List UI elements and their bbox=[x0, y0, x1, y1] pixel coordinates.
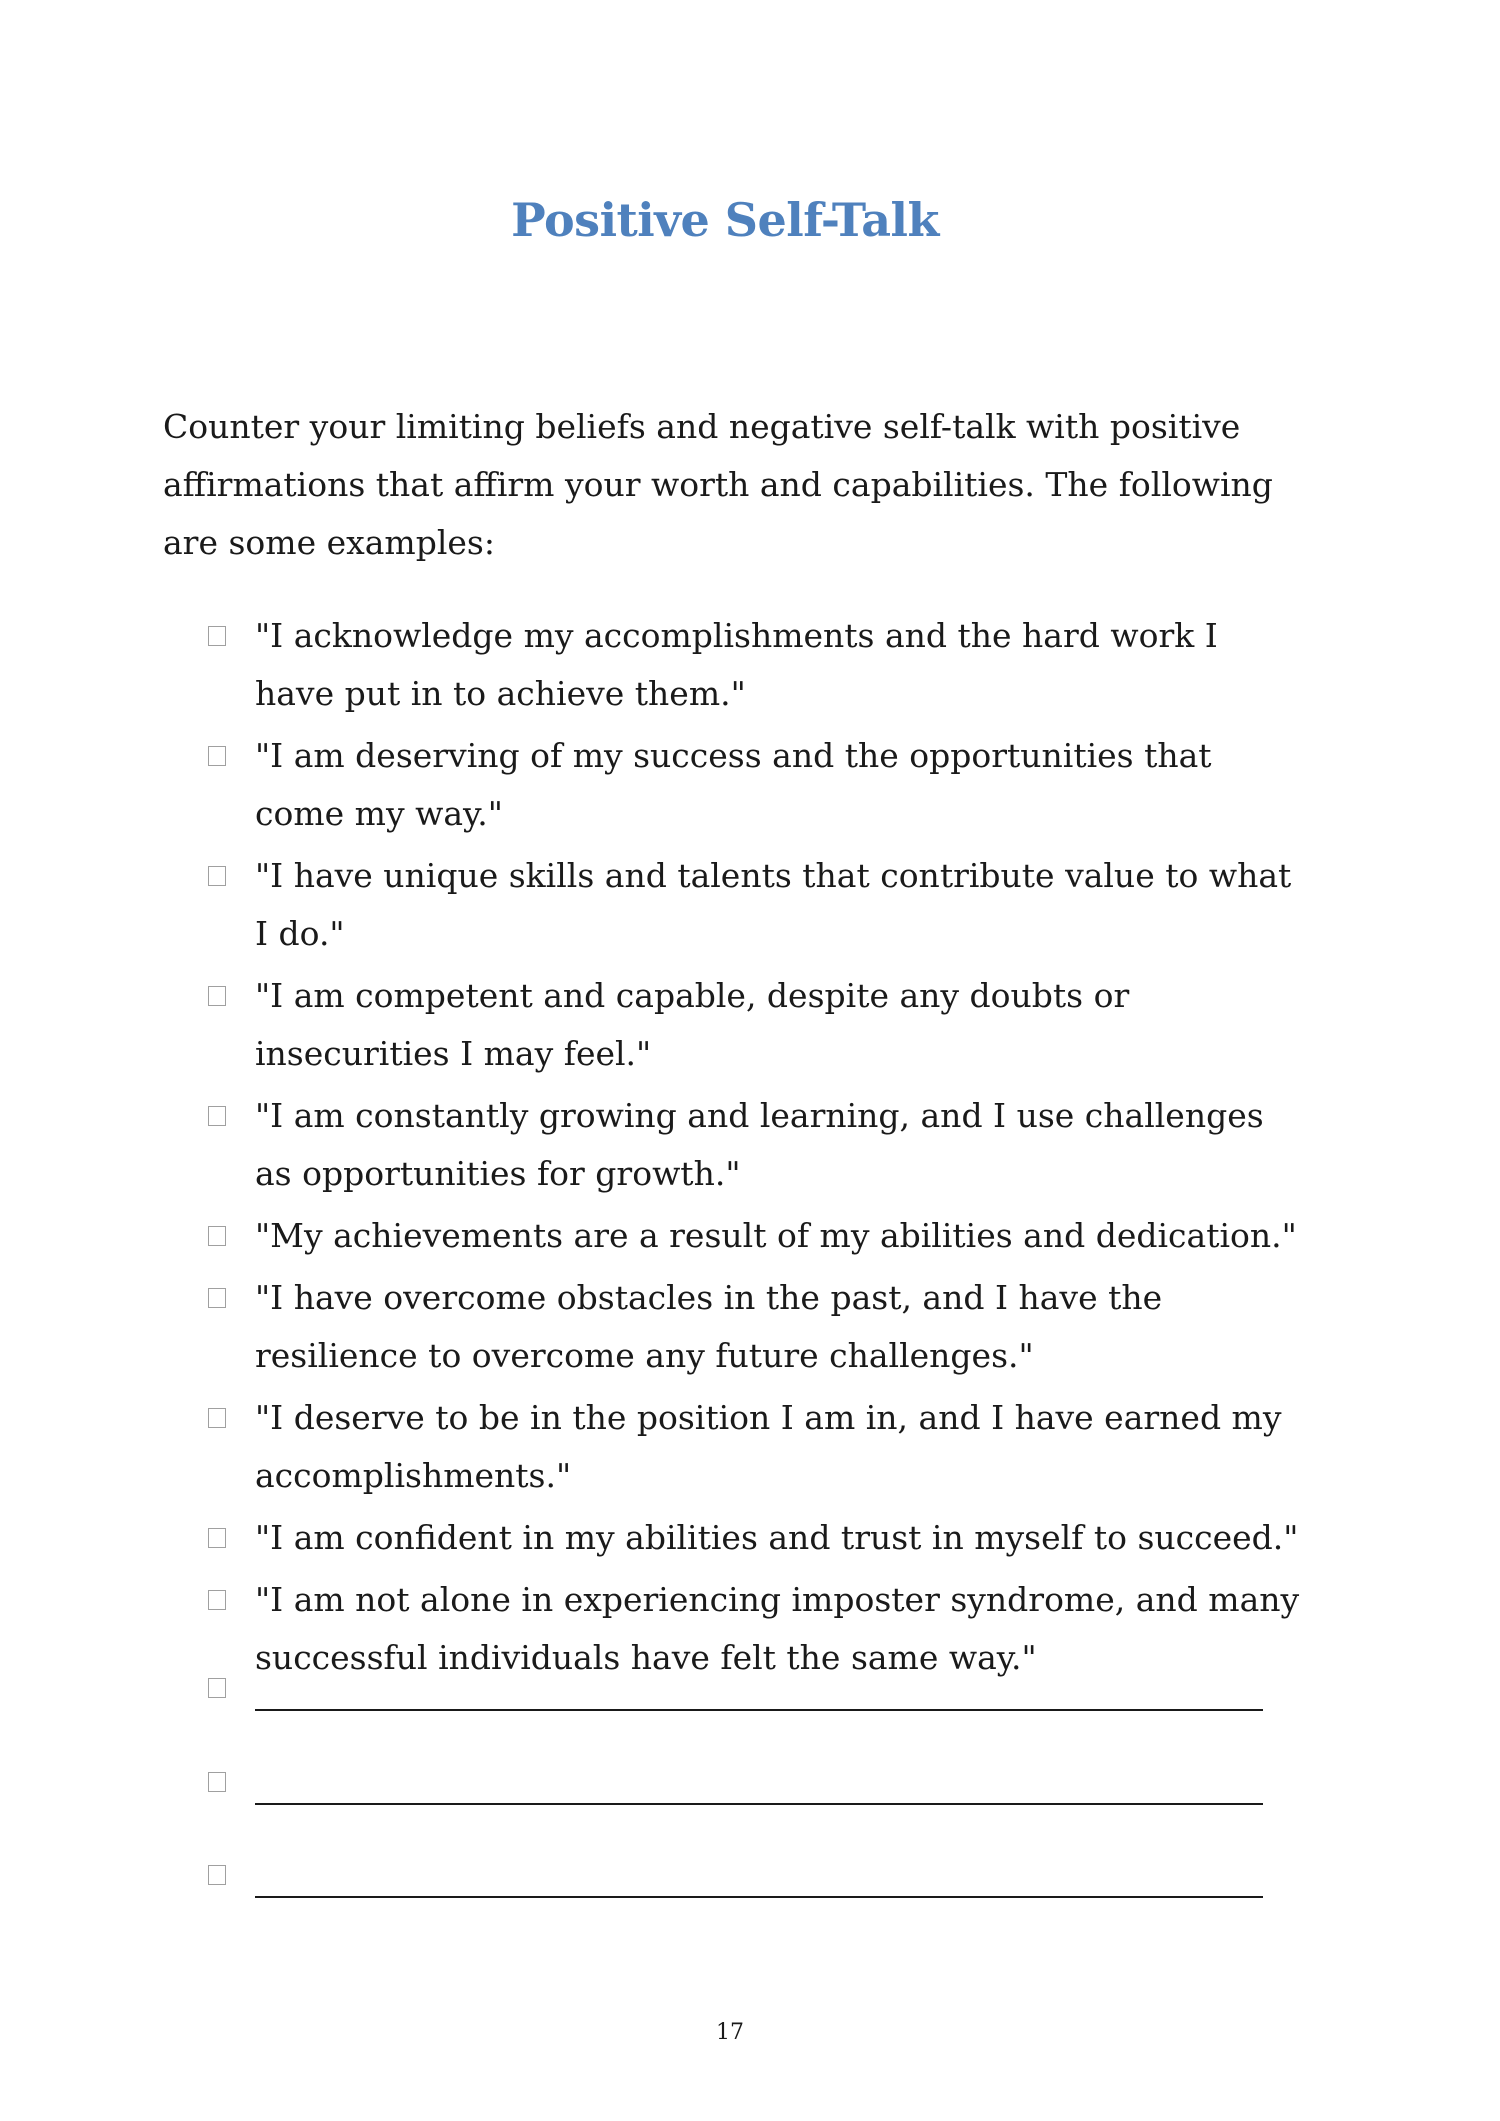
affirmation-item bbox=[205, 1571, 1305, 1687]
affirmation-text: "I acknowledge my accomplishments and the hard work I have put in to achieve them." bbox=[255, 616, 1218, 713]
affirmation-item bbox=[205, 1269, 1305, 1385]
write-in-line[interactable] bbox=[255, 1803, 1263, 1805]
affirmation-text: "I am deserving of my success and the opportunities that come my way." bbox=[255, 736, 1212, 833]
blank-entry bbox=[205, 1766, 1305, 1806]
checkbox[interactable] bbox=[208, 746, 226, 766]
page-title: Positive Self-Talk bbox=[511, 193, 939, 247]
intro-paragraph: Counter your limiting beliefs and negative self-talk with positive affirmations that affirm your worth and capabilities. The following are some examples: bbox=[163, 407, 1273, 562]
checkbox[interactable] bbox=[208, 1408, 226, 1428]
affirmation-item bbox=[205, 1207, 1305, 1265]
affirmation-item bbox=[205, 1087, 1305, 1203]
blank-entry bbox=[205, 1672, 1305, 1712]
checkbox[interactable] bbox=[208, 1288, 226, 1308]
affirmation-text: "I am not alone in experiencing imposter syndrome, and many successful individuals have felt the same way." bbox=[255, 1580, 1300, 1677]
affirmation-text: "I have overcome obstacles in the past, and I have the resilience to overcome any future challenges." bbox=[255, 1278, 1163, 1375]
checkbox[interactable] bbox=[208, 866, 226, 886]
write-in-line[interactable] bbox=[255, 1896, 1263, 1898]
affirmation-item bbox=[205, 1389, 1305, 1505]
checkbox[interactable] bbox=[208, 626, 226, 646]
affirmation-item bbox=[205, 967, 1305, 1083]
checkbox[interactable] bbox=[208, 1106, 226, 1126]
checkbox[interactable] bbox=[208, 1528, 226, 1548]
checkbox[interactable] bbox=[208, 1590, 226, 1610]
affirmation-item bbox=[205, 727, 1305, 843]
affirmation-text: "I am constantly growing and learning, and I use challenges as opportunities for growth." bbox=[255, 1096, 1264, 1193]
affirmation-text: "I deserve to be in the position I am in, and I have earned my accomplishments." bbox=[255, 1398, 1282, 1495]
checkbox[interactable] bbox=[208, 1865, 226, 1885]
affirmation-item bbox=[205, 607, 1305, 723]
checkbox[interactable] bbox=[208, 986, 226, 1006]
blank-entry bbox=[205, 1859, 1305, 1899]
affirmation-text: "I have unique skills and talents that contribute value to what I do." bbox=[255, 856, 1292, 953]
affirmation-item bbox=[205, 1509, 1305, 1567]
checkbox[interactable] bbox=[208, 1678, 226, 1698]
checkbox[interactable] bbox=[208, 1772, 226, 1792]
write-in-line[interactable] bbox=[255, 1709, 1263, 1711]
affirmation-text: "I am competent and capable, despite any doubts or insecurities I may feel." bbox=[255, 976, 1130, 1073]
affirmation-text: "I am confident in my abilities and trust in myself to succeed." bbox=[255, 1518, 1299, 1557]
checkbox[interactable] bbox=[208, 1226, 226, 1246]
affirmation-text: "My achievements are a result of my abilities and dedication." bbox=[255, 1216, 1297, 1255]
affirmation-list bbox=[205, 607, 1305, 1691]
page-number: 17 bbox=[716, 2020, 744, 2045]
affirmation-item bbox=[205, 847, 1305, 963]
